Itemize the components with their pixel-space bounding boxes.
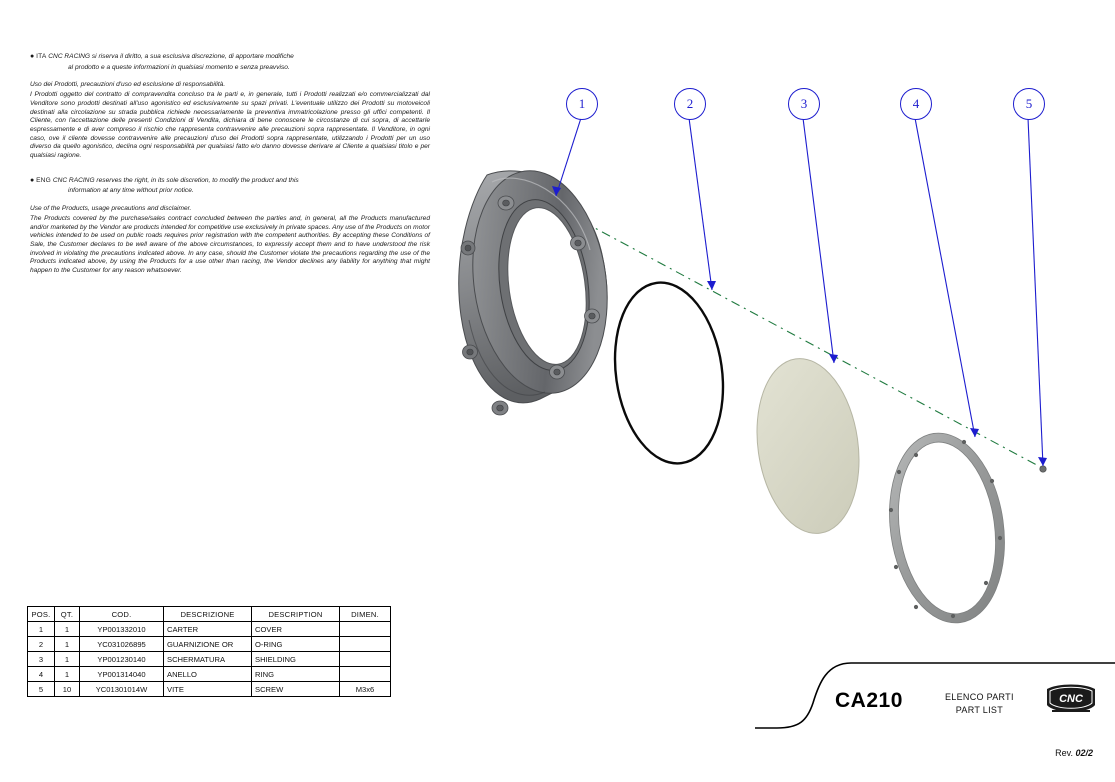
- table-row: [28, 682, 391, 697]
- label-part-list: PART LIST: [955, 705, 1003, 716]
- cell-qt: 1: [55, 637, 80, 652]
- table-row: [28, 667, 391, 682]
- bullet-icon: ●: [30, 53, 35, 60]
- cell-description: RING: [252, 667, 340, 682]
- cell-cod: YC031026895: [80, 637, 164, 652]
- disclaimer-eng-tag: ENG: [36, 176, 51, 184]
- cell-dimen: [340, 622, 391, 637]
- table-row: [28, 652, 391, 667]
- disclaimer-ita-tag: ITA: [36, 53, 47, 60]
- label-elenco-parti: ELENCO PARTI: [945, 692, 1014, 702]
- th-cod: COD.: [80, 607, 164, 622]
- cell-dimen: M3x6: [340, 682, 391, 697]
- cell-description: COVER: [252, 622, 340, 637]
- disclaimer-ita-line2: al prodotto e a queste informazioni in qualsiasi momento e senza preavviso.: [68, 63, 290, 71]
- cell-descrizione: GUARNIZIONE OR: [164, 637, 252, 652]
- cell-pos: 2: [28, 637, 55, 652]
- disclaimer-block: [30, 52, 430, 282]
- cell-dimen: [340, 667, 391, 682]
- leader-arrowheads: [552, 186, 1047, 466]
- disclaimer-ita-line1: [30, 52, 430, 62]
- cell-descrizione: VITE: [164, 682, 252, 697]
- cell-descrizione: CARTER: [164, 622, 252, 637]
- disclaimer-eng-heading: Use of the Products, usage precautions and disclaimer.: [30, 205, 192, 213]
- cell-descrizione: SCHERMATURA: [164, 652, 252, 667]
- th-qt: QT.: [55, 607, 80, 622]
- cell-pos: 5: [28, 682, 55, 697]
- th-pos: POS.: [28, 607, 55, 622]
- cell-pos: 4: [28, 667, 55, 682]
- revision-label: Rev.: [1055, 748, 1073, 758]
- cell-cod: YC01301014W: [80, 682, 164, 697]
- revision-value: 02/2: [1075, 748, 1093, 758]
- th-description: DESCRIPTION: [252, 607, 340, 622]
- cell-cod: YP001230140: [80, 652, 164, 667]
- part-1-cover: [459, 162, 621, 415]
- title-block: [755, 661, 1115, 729]
- cell-pos: 1: [28, 622, 55, 637]
- cell-pos: 3: [28, 652, 55, 667]
- bullet-icon: ●: [30, 176, 35, 184]
- title-block-labels: [945, 691, 1014, 717]
- disclaimer-eng-line2: information at any time without prior notice.: [68, 187, 194, 195]
- cell-description: SHIELDING: [252, 652, 340, 667]
- part-2-oring: [604, 276, 734, 471]
- disclaimer-eng-line1: [30, 176, 430, 186]
- cnc-logo-icon: [1044, 683, 1098, 717]
- cell-description: O-RING: [252, 637, 340, 652]
- th-dimen: DIMEN.: [340, 607, 391, 622]
- callout-5: 5: [1013, 88, 1045, 120]
- callout-1: 1: [566, 88, 598, 120]
- cell-qt: 10: [55, 682, 80, 697]
- revision-note: [1055, 748, 1093, 758]
- disclaimer-eng-body: The Products covered by the purchase/sales contract concluded between the parties and, in general, all the Products manufactured and/or marketed by the Vendor are products intended for competitive use exclusively in private spaces. Any use of the Products on motor vehicles intended to be used on public roads requires prior registration with the competent authorities. By accepting these Conditions of Sale, the Customer declares to be well aware of the above circumstances, to expressly accept them and to have understood the risk involved in violating the precautions indicated above. In any case, should the Customer violate the precautions regarding the use of the Products indicated above, by using the Products for a use other than racing, the Vendor declines any liability for anything that might happen to the Customer for any reason whatsoever.: [30, 214, 430, 275]
- table-row: [28, 637, 391, 652]
- part-3-shielding: [746, 352, 870, 540]
- callout-4: 4: [900, 88, 932, 120]
- table-header-row: [28, 607, 391, 622]
- cell-description: SCREW: [252, 682, 340, 697]
- cell-qt: 1: [55, 652, 80, 667]
- part-code: CA210: [835, 689, 903, 712]
- leader-lines: [556, 118, 1043, 466]
- cell-descrizione: ANELLO: [164, 667, 252, 682]
- callout-3: 3: [788, 88, 820, 120]
- cell-qt: 1: [55, 622, 80, 637]
- cell-qt: 1: [55, 667, 80, 682]
- callout-2: 2: [674, 88, 706, 120]
- disclaimer-ita-text1: CNC RACING si riserva il diritto, a sua esclusiva discrezione, di apportare modifiche: [48, 53, 294, 60]
- disclaimer-ita-body: I Prodotti oggetto del contratto di compravendita concluso tra le parti e, in generale, tutti i Prodotti realizzati e/o commercializzati dal Venditore sono prodotti destinati all'uso agonistico ed esclusivamente su spazi privati. L'eventuale utilizzo dei Prodotti su motoveicoli destinati alla circolazione su strada pubblica richiede necessariamente la preventiva immatricolazione presso gli uffici competenti. Il Cliente, con l'accettazione delle presenti Condizioni di Vendita, dichiara di bene conoscere le circostanze di cui sopra, di accettarle espressamente e di aver compreso il rischio che rappresenta contravvenire alle precauzioni sopra rappresentate. Il Venditore, in ogni caso, ove il cliente dovesse contravvenire alle precauzioni d'uso dei Prodotti sopra rappresentate, utilizzando i Prodotti per un uso diverso da quello agonistico, declina ogni responsabilità per qualsiasi fatto e/o danno dovesse derivare al Cliente a qualsiasi titolo e per qualsiasi ragione.: [30, 91, 430, 160]
- th-descrizione: DESCRIZIONE: [164, 607, 252, 622]
- disclaimer-eng-text1: CNC RACING reserves the right, in its sole discretion, to modify the product and this: [52, 176, 299, 184]
- parts-list-table: [27, 606, 391, 697]
- cell-cod: YP001314040: [80, 667, 164, 682]
- cell-cod: YP001332010: [80, 622, 164, 637]
- svg-text:CNC: CNC: [1059, 693, 1083, 705]
- part-5-screws: [1040, 466, 1046, 472]
- disclaimer-ita-heading: Uso dei Prodotti, precauzioni d'uso ed esclusione di responsabilità.: [30, 81, 226, 89]
- cell-dimen: [340, 637, 391, 652]
- table-row: [28, 622, 391, 637]
- part-4-ring: [878, 426, 1016, 631]
- cell-dimen: [340, 652, 391, 667]
